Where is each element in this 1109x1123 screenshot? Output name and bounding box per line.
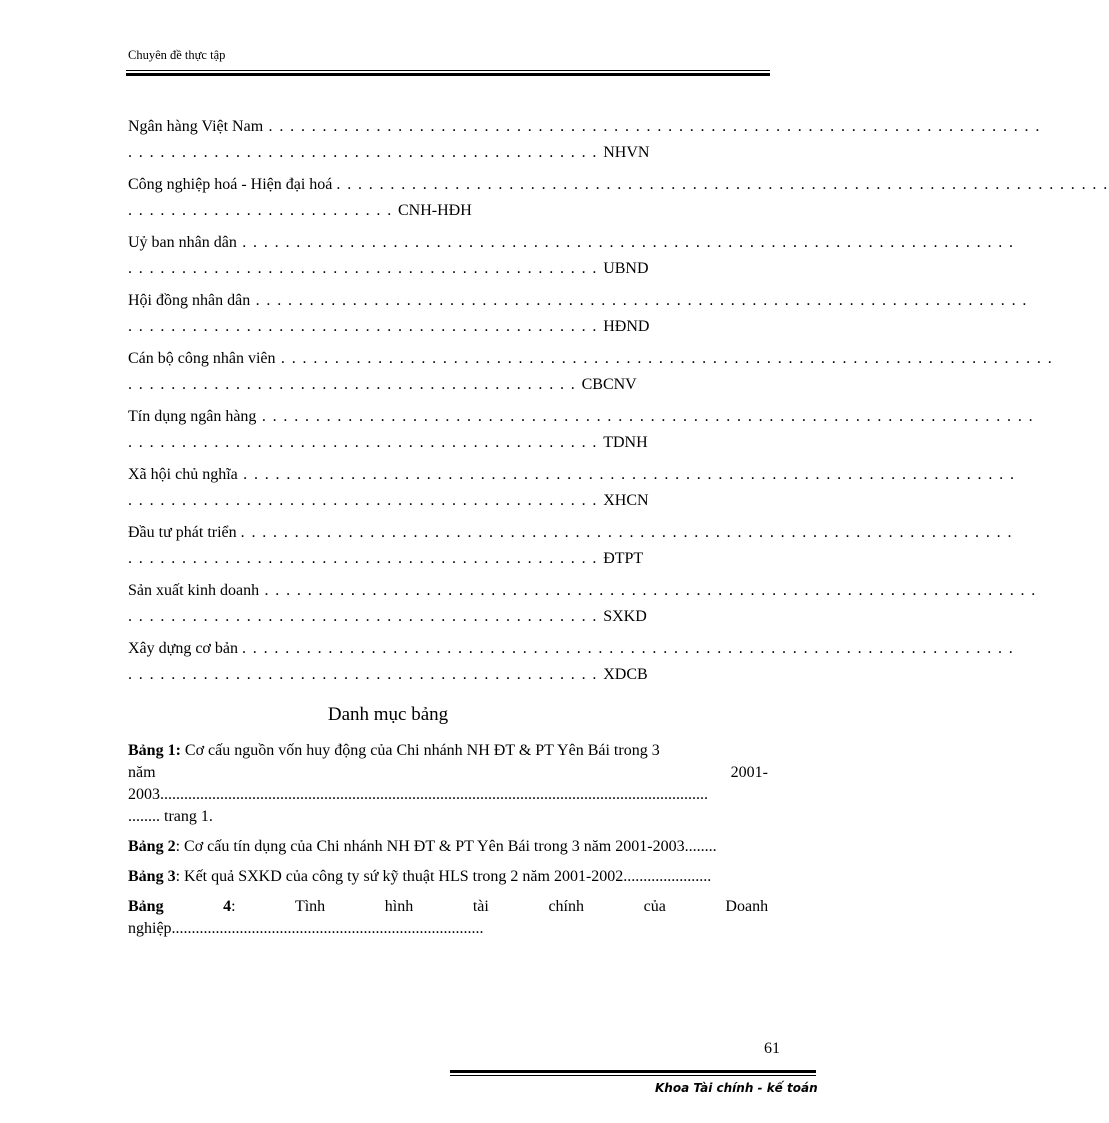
dot-leader: . . . . . . . . . . . . . . . . . . . . . . . . . . . . . . . . . . . . . . . . . . . . . . . . . . . . . . . . . . . . . . . . . . . . . . . . xyxy=(236,234,1015,251)
dot-leader: . . . . . . . . . . . . . . . . . . . . . . . . . . . . . . . . . . . . . . . . . . . . . . . . . . . . . . . . . . . . . . . . . . . . . . . . xyxy=(336,176,1109,193)
table-entry-1 xyxy=(128,740,768,828)
dot-leader: . . . . . . . . . . . . . . . . . . . . . . . . . . . . . . . . . . . . . . . . . . . . . . . . . . . . . . . . . . . . . . . . . . . . . . . . xyxy=(256,408,1035,425)
dot-leader: . . . . . . . . . . . . . . . . . . . . . . . . . . . . . . . . . . . . . . . . . . . . xyxy=(128,318,604,335)
abbreviation-term: Tín dụng ngân hàng xyxy=(128,408,257,425)
table-label: Bảng 1: xyxy=(128,742,181,759)
footer-rule-thick xyxy=(450,1070,816,1073)
table-caption-leader: 2003......................................................................................................................................... xyxy=(128,786,708,803)
abbreviation-entry xyxy=(128,114,1041,172)
abbreviation-code: CBCNV xyxy=(581,376,637,393)
table-caption-word: chính xyxy=(548,898,584,915)
table-entry-3 xyxy=(128,866,768,888)
dot-leader: . . . . . . . . . . . . . . . . . . . . . . . . . . . . . . . . . . . . . . . . . . xyxy=(128,376,582,393)
abbreviation-code: SXKD xyxy=(603,608,647,625)
abbreviation-entry xyxy=(128,346,1054,404)
dot-leader: . . . . . . . . . . . . . . . . . . . . . . . . . . . . . . . . . . . . . . . . . . . . xyxy=(128,434,604,451)
abbreviation-term: Sản xuất kinh doanh xyxy=(128,582,260,599)
table-caption-word: Doanh xyxy=(725,898,769,915)
table-caption-word: tài xyxy=(472,898,489,915)
footer-department: Khoa Tài chính - kế toán xyxy=(655,1081,818,1095)
abbreviation-list xyxy=(128,114,1109,694)
abbreviation-code: ĐTPT xyxy=(603,550,644,567)
table-caption-line xyxy=(128,762,768,784)
abbreviation-entry xyxy=(128,404,1035,462)
table-caption-word: của xyxy=(643,898,666,915)
table-caption-line xyxy=(128,896,768,918)
dot-leader: . . . . . . . . . . . . . . . . . . . . . . . . . . . . . . . . . . . . . . . . . . . . . . . . . . . . . . . . . . . . . . . . . . . . . . . . xyxy=(263,118,1041,135)
table-caption-word: : xyxy=(231,898,236,915)
table-caption-word: năm xyxy=(128,764,156,781)
abbreviation-term: Xã hội chủ nghĩa xyxy=(128,466,238,483)
abbreviation-entry xyxy=(128,636,1015,694)
abbreviation-code: XHCN xyxy=(603,492,649,509)
abbreviation-entry xyxy=(128,520,1013,578)
abbreviation-code: CNH-HĐH xyxy=(398,202,472,219)
dot-leader: . . . . . . . . . . . . . . . . . . . . . . . . . . . . . . . . . . . . . . . . . . . . . . . . . . . . . . . . . . . . . . . . . . . . . . . . xyxy=(242,640,1015,657)
abbreviation-entry xyxy=(128,230,1015,288)
abbreviation-term: Uỷ ban nhân dân xyxy=(128,234,237,251)
dot-leader: . . . . . . . . . . . . . . . . . . . . . . . . . . . . . . . . . . . . . . . . . . . . . . . . . . . . . . . . . . . . . . . . . . . . . . . . xyxy=(237,466,1016,483)
table-label: Bảng 2 xyxy=(128,838,176,855)
table-caption-leader: nghiệp.............................................................................. xyxy=(128,920,484,937)
abbreviation-code: TDNH xyxy=(603,434,648,451)
footer-rule xyxy=(450,1075,816,1076)
table-label: Bảng 4 xyxy=(128,898,232,915)
dot-leader: . . . . . . . . . . . . . . . . . . . . . . . . . . . . . . . . . . . . . . . . . . . . xyxy=(128,608,604,625)
table-label: Bảng 3 xyxy=(128,868,176,885)
abbreviation-term: Hội đồng nhân dân xyxy=(128,292,251,309)
abbreviation-code: XDCB xyxy=(603,666,648,683)
table-caption: : Kết quả SXKD của công ty sứ kỹ thuật HLS trong 2 năm 2001-2002...................... xyxy=(175,868,712,885)
table-caption: Cơ cấu nguồn vốn huy động của Chi nhánh NH ĐT & PT Yên Bái trong 3 xyxy=(180,742,660,759)
abbreviation-term: Cán bộ công nhân viên xyxy=(128,350,276,367)
abbreviation-entry xyxy=(128,288,1028,346)
dot-leader: . . . . . . . . . . . . . . . . . . . . . . . . . xyxy=(128,202,398,219)
abbreviation-term: Công nghiệp hoá - Hiện đại hoá xyxy=(128,176,337,193)
abbreviation-entry xyxy=(128,172,1109,230)
section-title: Danh mục bảng xyxy=(327,704,449,725)
abbreviation-entry xyxy=(128,578,1037,636)
running-header: Chuyên đề thực tập xyxy=(128,48,226,62)
table-caption-word: hình xyxy=(384,898,414,915)
dot-leader: . . . . . . . . . . . . . . . . . . . . . . . . . . . . . . . . . . . . . . . . . . . . xyxy=(128,550,604,567)
table-caption-word: 2001- xyxy=(730,764,768,781)
dot-leader: . . . . . . . . . . . . . . . . . . . . . . . . . . . . . . . . . . . . . . . . . . . . xyxy=(128,260,604,277)
abbreviation-code: NHVN xyxy=(603,144,650,161)
dot-leader: . . . . . . . . . . . . . . . . . . . . . . . . . . . . . . . . . . . . . . . . . . . . xyxy=(128,666,604,683)
abbreviation-entry xyxy=(128,462,1016,520)
table-entry-4 xyxy=(128,896,768,940)
table-entry-2 xyxy=(128,836,768,858)
header-rule xyxy=(126,70,770,71)
abbreviation-term: Ngân hàng Việt Nam xyxy=(128,118,264,135)
dot-leader: . . . . . . . . . . . . . . . . . . . . . . . . . . . . . . . . . . . . . . . . . . . . xyxy=(128,492,604,509)
abbreviation-term: Xây dựng cơ bản xyxy=(128,640,242,657)
abbreviation-code: HĐND xyxy=(603,318,650,335)
dot-leader: . . . . . . . . . . . . . . . . . . . . . . . . . . . . . . . . . . . . . . . . . . . . . . . . . . . . . . . . . . . . . . . . . . . . . . . . xyxy=(259,582,1037,599)
table-list xyxy=(128,740,768,948)
header-rule-thick xyxy=(126,73,770,76)
abbreviation-term: Đầu tư phát triển xyxy=(128,524,241,541)
table-page-ref: ........ trang 1. xyxy=(128,808,213,825)
table-caption: : Cơ cấu tín dụng của Chi nhánh NH ĐT & PT Yên Bái trong 3 năm 2001-2003........ xyxy=(175,838,717,855)
page-number: 61 xyxy=(764,1040,780,1057)
dot-leader: . . . . . . . . . . . . . . . . . . . . . . . . . . . . . . . . . . . . . . . . . . . . . . . . . . . . . . . . . . . . . . . . . . . . . . . . xyxy=(250,292,1028,309)
dot-leader: . . . . . . . . . . . . . . . . . . . . . . . . . . . . . . . . . . . . . . . . . . . . xyxy=(128,144,604,161)
table-caption-word: Tình xyxy=(294,898,326,915)
abbreviation-code: UBND xyxy=(603,260,649,277)
dot-leader: . . . . . . . . . . . . . . . . . . . . . . . . . . . . . . . . . . . . . . . . . . . . . . . . . . . . . . . . . . . . . . . . . . . . . . . . xyxy=(275,350,1054,367)
dot-leader: . . . . . . . . . . . . . . . . . . . . . . . . . . . . . . . . . . . . . . . . . . . . . . . . . . . . . . . . . . . . . . . . . . . . . . . . xyxy=(240,524,1013,541)
